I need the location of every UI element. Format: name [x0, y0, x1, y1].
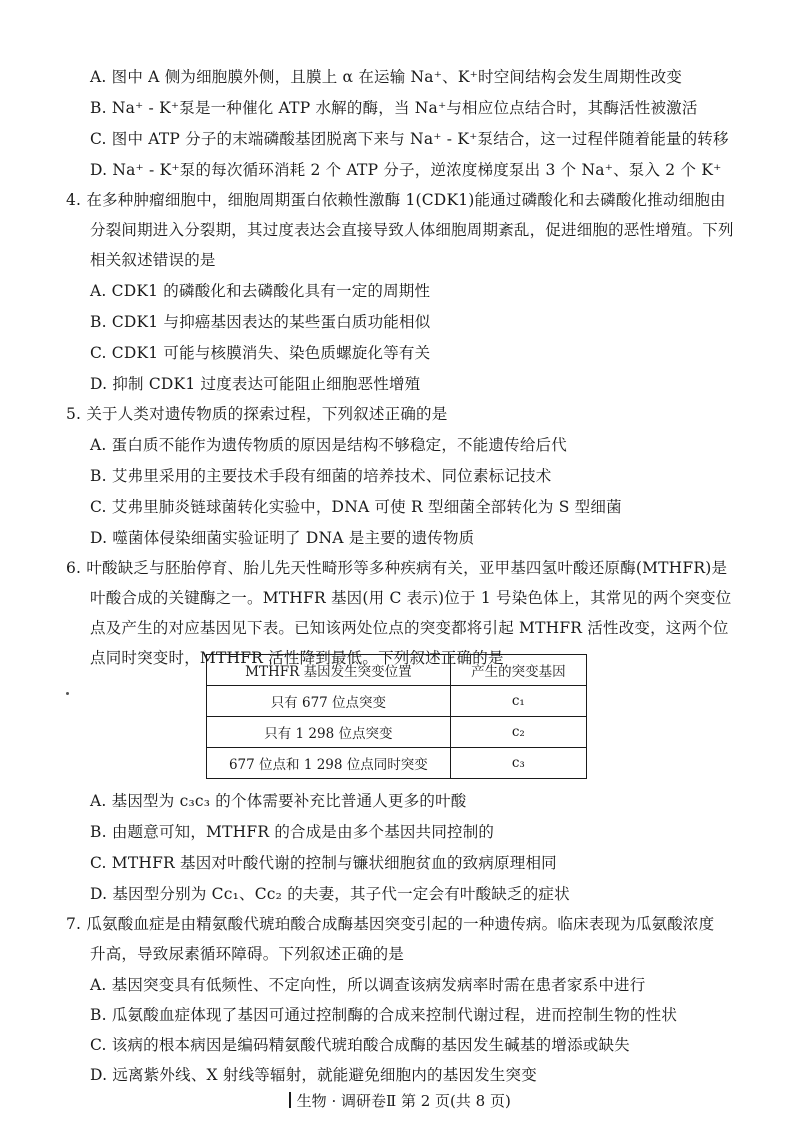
q6-option-b: B. 由题意可知，MTHFR 的合成是由多个基因共同控制的 [90, 823, 495, 841]
table-row [207, 748, 587, 779]
q3-option-d: D. Na⁺ - K⁺泵的每次循环消耗 2 个 ATP 分子，逆浓度梯度泵出 3 个 Na⁺、泵入 2 个 K⁺ [90, 161, 722, 179]
mutation-table [206, 654, 587, 779]
q3-option-a: A. 图中 A 侧为细胞膜外侧，且膜上 α 在运输 Na⁺、K⁺时空间结构会发生周期性改变 [90, 68, 683, 86]
q3-option-b: B. Na⁺ - K⁺泵是一种催化 ATP 水解的酶，当 Na⁺与相应位点结合时，其酶活性被激活 [90, 99, 698, 117]
q6-stem-line1: 6. 叶酸缺乏与胚胎停育、胎儿先天性畸形等多种疾病有关，亚甲基四氢叶酸还原酶(MTHFR)是 [66, 559, 728, 577]
q3-option-c: C. 图中 ATP 分子的末端磷酸基团脱离下来与 Na⁺ - K⁺泵结合，这一过程伴随着能量的转移 [90, 130, 729, 148]
q6-option-d: D. 基因型分别为 Cc₁、Cc₂ 的夫妻，其子代一定会有叶酸缺乏的症状 [90, 885, 570, 903]
q7-stem-line1: 7. 瓜氨酸血症是由精氨酸代琥珀酸合成酶基因突变引起的一种遗传病。临床表现为瓜氨酸浓度 [66, 915, 715, 933]
q4-option-a: A. CDK1 的磷酸化和去磷酸化具有一定的周期性 [90, 282, 431, 300]
q4-option-d: D. 抑制 CDK1 过度表达可能阻止细胞恶性增殖 [90, 375, 421, 393]
q4-stem-line1: 4. 在多种肿瘤细胞中，细胞周期蛋白依赖性激酶 1(CDK1)能通过磷酸化和去磷酸化推动细胞由 [66, 191, 726, 209]
table-cell: 只有 677 位点突变 [207, 686, 451, 717]
q5-stem: 5. 关于人类对遗传物质的探索过程，下列叙述正确的是 [66, 405, 448, 423]
q6-stem-line2: 叶酸合成的关键酶之一。MTHFR 基因(用 C 表示)位于 1 号染色体上，其常见的两个突变位 [90, 589, 732, 607]
q7-stem-line2: 升高，导致尿素循环障碍。下列叙述正确的是 [90, 945, 405, 963]
q5-option-c: C. 艾弗里肺炎链球菌转化实验中，DNA 可使 R 型细菌全部转化为 S 型细菌 [90, 498, 622, 516]
q7-option-c: C. 该病的根本病因是编码精氨酸代琥珀酸合成酶的基因发生碱基的增添或缺失 [90, 1036, 630, 1054]
q4-stem-line2: 分裂间期进入分裂期，其过度表达会直接导致人体细胞周期紊乱，促进细胞的恶性增殖。下列 [90, 221, 734, 239]
table-cell: c₃ [450, 748, 586, 779]
q7-option-a: A. 基因突变具有低频性、不定向性，所以调查该病发病率时需在患者家系中进行 [90, 976, 646, 994]
page-footer [0, 1090, 800, 1112]
q6-stem-line3: 点及产生的对应基因见下表。已知该两处位点的突变都将引起 MTHFR 活性改变，这两个位 [90, 619, 729, 637]
table-header-row [207, 655, 587, 686]
table-cell: 只有 1 298 位点突变 [207, 717, 451, 748]
q5-option-d: D. 噬菌体侵染细菌实验证明了 DNA 是主要的遗传物质 [90, 529, 475, 547]
table-cell: 677 位点和 1 298 位点同时突变 [207, 748, 451, 779]
q5-option-b: B. 艾弗里采用的主要技术手段有细菌的培养技术、同位素标记技术 [90, 467, 552, 485]
q7-option-d: D. 远离紫外线、X 射线等辐射，就能避免细胞内的基因发生突变 [90, 1066, 537, 1084]
table-header-cell: MTHFR 基因发生突变位置 [207, 655, 451, 686]
q6-stem-line4: 点同时突变时，MTHFR 活性降到最低。下列叙述正确的是 [90, 649, 504, 667]
q6-option-a: A. 基因型为 c₃c₃ 的个体需要补充比普通人更多的叶酸 [90, 792, 467, 810]
q4-option-c: C. CDK1 可能与核膜消失、染色质螺旋化等有关 [90, 344, 431, 362]
table-cell: c₁ [450, 686, 586, 717]
q6-option-c: C. MTHFR 基因对叶酸代谢的控制与镰状细胞贫血的致病原理相同 [90, 854, 557, 872]
table-cell: c₂ [450, 717, 586, 748]
footer-divider [289, 1092, 291, 1108]
q7-option-b: B. 瓜氨酸血症体现了基因可通过控制酶的合成来控制代谢过程，进而控制生物的性状 [90, 1006, 678, 1024]
table-row [207, 717, 587, 748]
table-row [207, 686, 587, 717]
scan-speck [66, 692, 69, 695]
table-header-cell: 产生的突变基因 [450, 655, 586, 686]
q5-option-a: A. 蛋白质不能作为遗传物质的原因是结构不够稳定，不能遗传给后代 [90, 436, 567, 454]
q4-stem-line3: 相关叙述错误的是 [90, 251, 216, 269]
footer-text: 生物 · 调研卷Ⅱ 第 2 页(共 8 页) [296, 1092, 511, 1110]
q4-option-b: B. CDK1 与抑癌基因表达的某些蛋白质功能相似 [90, 313, 431, 331]
